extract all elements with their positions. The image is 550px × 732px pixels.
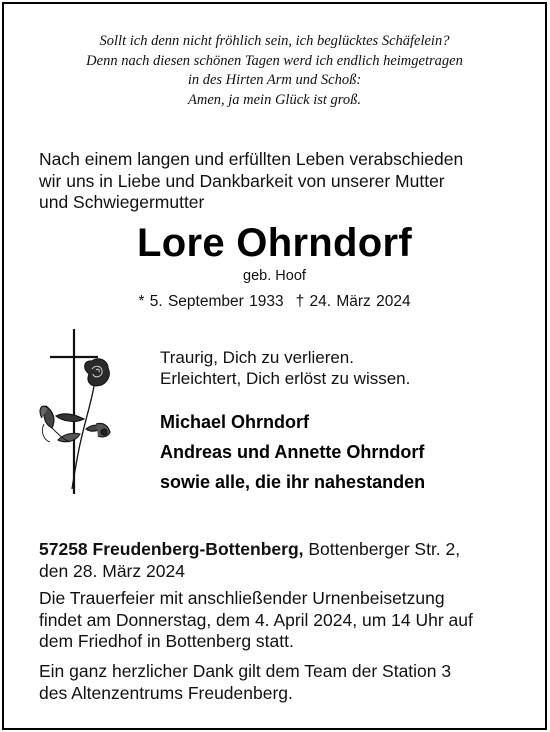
mourner-line: Andreas und Annette Ohrndorf: [160, 442, 425, 462]
verse-line: Sollt ich denn nicht fröhlich sein, ich beglücktes Schäfelein?: [99, 33, 450, 49]
address-street: Bottenberger Str. 2,: [303, 539, 461, 559]
mourner-line: sowie alle, die ihr nahestanden: [160, 472, 426, 492]
address-date: den 28. März 2024: [39, 560, 185, 581]
birth-name: geb. Hoof: [243, 268, 306, 284]
saying-line: Traurig, Dich zu verlieren.: [160, 348, 354, 367]
life-dates: [4, 292, 545, 312]
mourners: [160, 407, 540, 497]
address-block: [39, 539, 539, 582]
mourner-line: Michael Ohrndorf: [160, 412, 310, 432]
intro-line: wir uns in Liebe und Dankbarkeit von unserer Mutter: [39, 170, 445, 191]
verse-line: in des Hirten Arm und Schoß:: [187, 72, 362, 88]
funeral-line: Die Trauerfeier mit anschließender Urnenbeisetzung: [39, 588, 445, 608]
sayings: [160, 347, 540, 389]
thanks-line: des Altenzentrums Freudenberg.: [39, 682, 293, 703]
cross-and-rose-illustration: [34, 324, 129, 499]
funeral-line: dem Friedhof in Bottenberg statt.: [39, 631, 294, 651]
address-place: 57258 Freudenberg-Bottenberg,: [39, 539, 304, 559]
cross-icon: [50, 329, 98, 494]
intro-line: Nach einem langen und erfüllten Leben verabschieden: [39, 149, 464, 169]
verse: [4, 32, 545, 110]
death-date: † 24. März 2024: [295, 293, 411, 310]
thanks-note: [39, 661, 539, 704]
obituary-notice: [2, 2, 547, 730]
deceased-name: Lore Ohrndorf: [137, 221, 412, 265]
funeral-line: findet am Donnerstag, dem 4. April 2024, um 14 Uhr auf: [39, 609, 473, 630]
saying-line: Erleichtert, Dich erlöst zu wissen.: [160, 369, 411, 388]
address-line: [39, 539, 539, 561]
intro-line: und Schwiegermutter: [39, 192, 205, 212]
funeral-info: [39, 588, 539, 653]
intro-text: [39, 149, 529, 214]
birth-date: * 5. September 1933: [138, 293, 284, 310]
verse-line: Amen, ja mein Glück ist groß.: [187, 91, 362, 108]
verse-line: Denn nach diesen schönen Tagen werd ich endlich heimgetragen: [86, 52, 463, 69]
thanks-line: Ein ganz herzlicher Dank gilt dem Team der Station 3: [39, 661, 452, 681]
